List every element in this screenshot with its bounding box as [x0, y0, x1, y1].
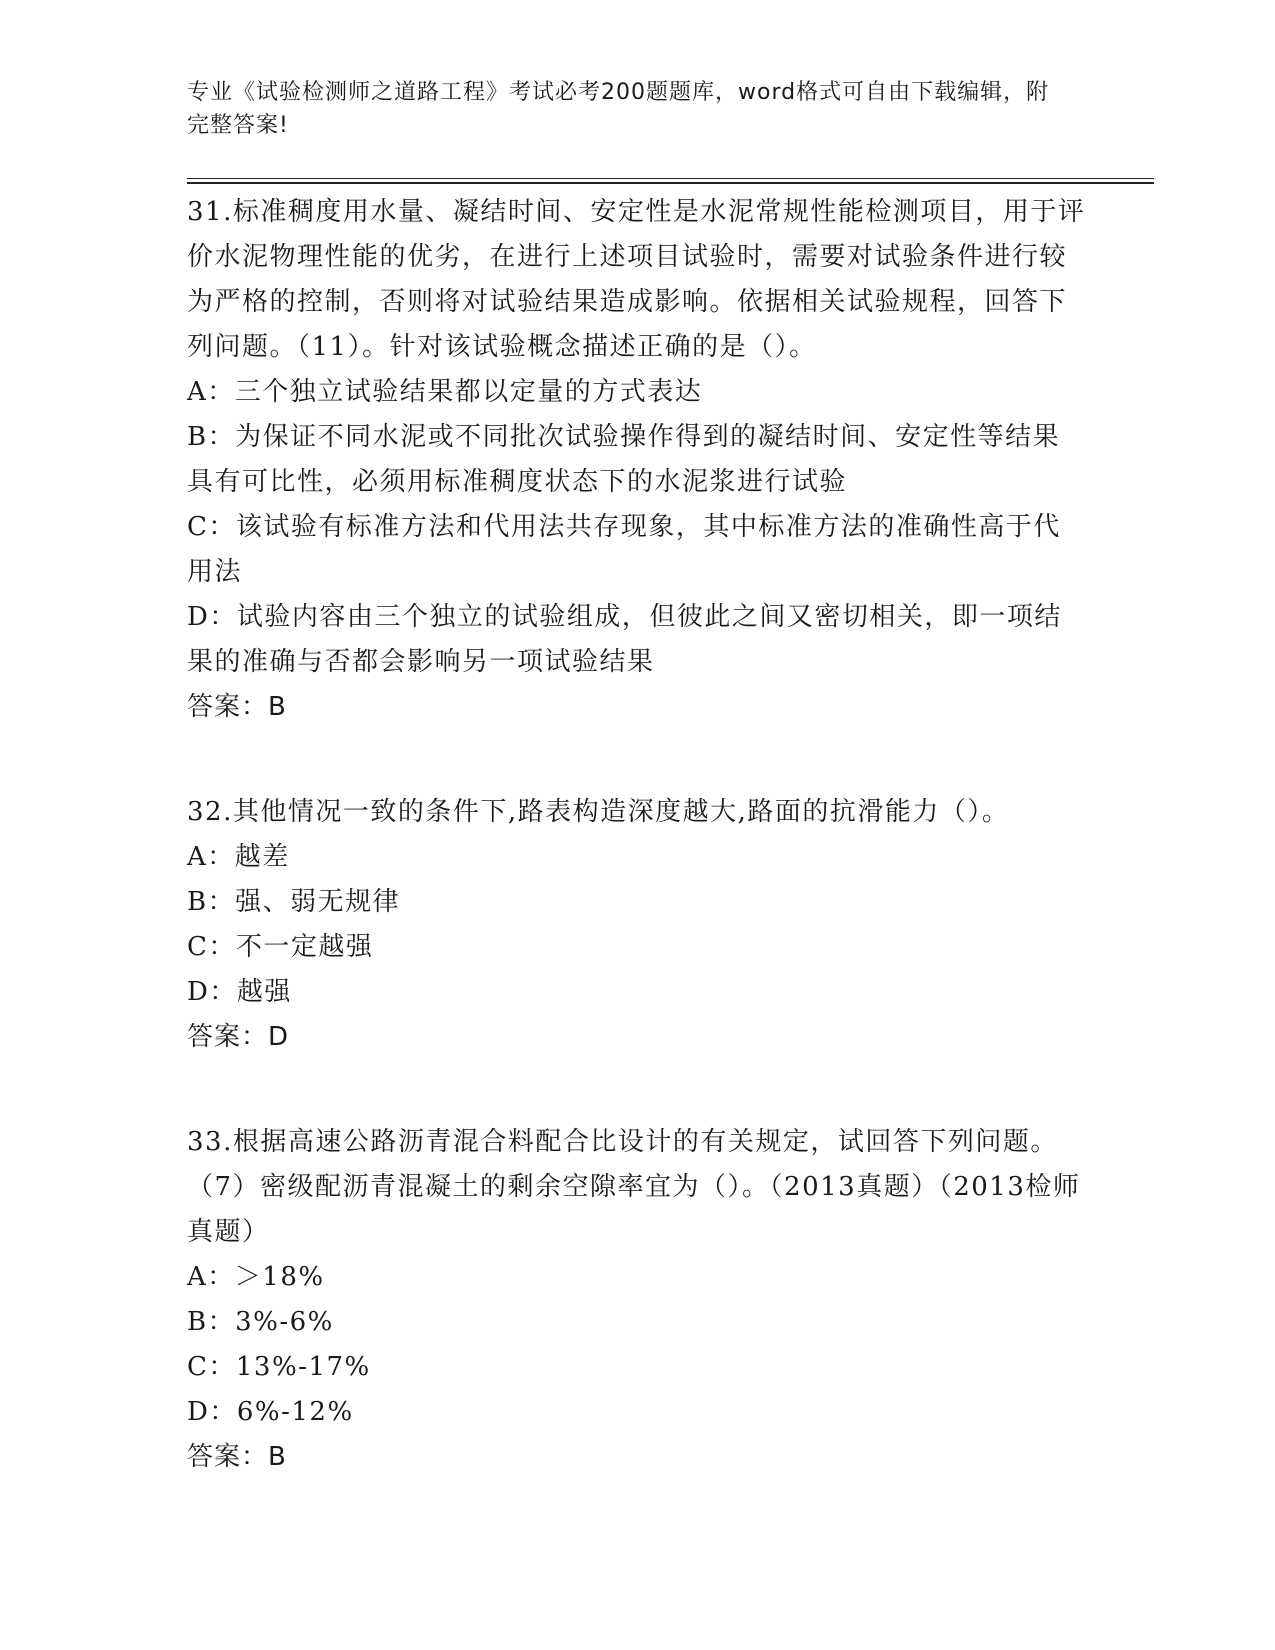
question-list — [187, 190, 1087, 1480]
option-c: C：不一定越强 — [187, 932, 374, 962]
question-spacer — [187, 1060, 1087, 1120]
option-a: A：三个独立试验结果都以定量的方式表达 — [187, 377, 703, 407]
question-spacer — [187, 730, 1087, 790]
header-divider-thick — [187, 182, 1154, 184]
option-c: C：13%-17% — [187, 1352, 371, 1382]
question-stem: 32.其他情况一致的条件下,路表构造深度越大,路面的抗滑能力（）。 — [187, 797, 1010, 827]
option-c: C：该试验有标准方法和代用法共存现象，其中标准方法的准确性高于代用法 — [187, 512, 1061, 587]
question-32 — [187, 790, 1087, 1060]
option-a: A：＞18% — [187, 1262, 325, 1292]
option-b: B：3%-6% — [187, 1307, 334, 1337]
question-stem: 31.标准稠度用水量、凝结时间、安定性是水泥常规性能检测项目，用于评价水泥物理性能的优劣，在进行上述项目试验时，需要对试验条件进行较为严格的控制，否则将对试验结果造成影响。依据相关试验规程，回答下列问题。（11）。针对该试验概念描述正确的是（）。 — [187, 197, 1086, 362]
option-b: B：为保证不同水泥或不同批次试验操作得到的凝结时间、安定性等结果具有可比性，必须用标准稠度状态下的水泥浆进行试验 — [187, 422, 1061, 497]
option-d: D：越强 — [187, 977, 292, 1007]
answer-line: 答案：D — [187, 1022, 290, 1052]
question-stem: 33.根据高速公路沥青混合料配合比设计的有关规定，试回答下列问题。（7）密级配沥青混凝土的剩余空隙率宜为（）。（2013真题）（2013检师真题） — [187, 1127, 1081, 1247]
answer-line: 答案：B — [187, 1442, 287, 1472]
option-b: B：强、弱无规律 — [187, 887, 401, 917]
option-d: D：6%-12% — [187, 1397, 354, 1427]
option-a: A：越差 — [187, 842, 290, 872]
option-d: D：试验内容由三个独立的试验组成，但彼此之间又密切相关，即一项结果的准确与否都会影响另一项试验结果 — [187, 602, 1062, 677]
document-intro: 专业《试验检测师之道路工程》考试必考200题题库，word格式可自由下载编辑，附完整答案! — [187, 80, 1050, 138]
header-divider-thin — [187, 178, 1154, 179]
answer-line: 答案：B — [187, 692, 287, 722]
question-31 — [187, 190, 1087, 730]
question-33 — [187, 1120, 1087, 1480]
